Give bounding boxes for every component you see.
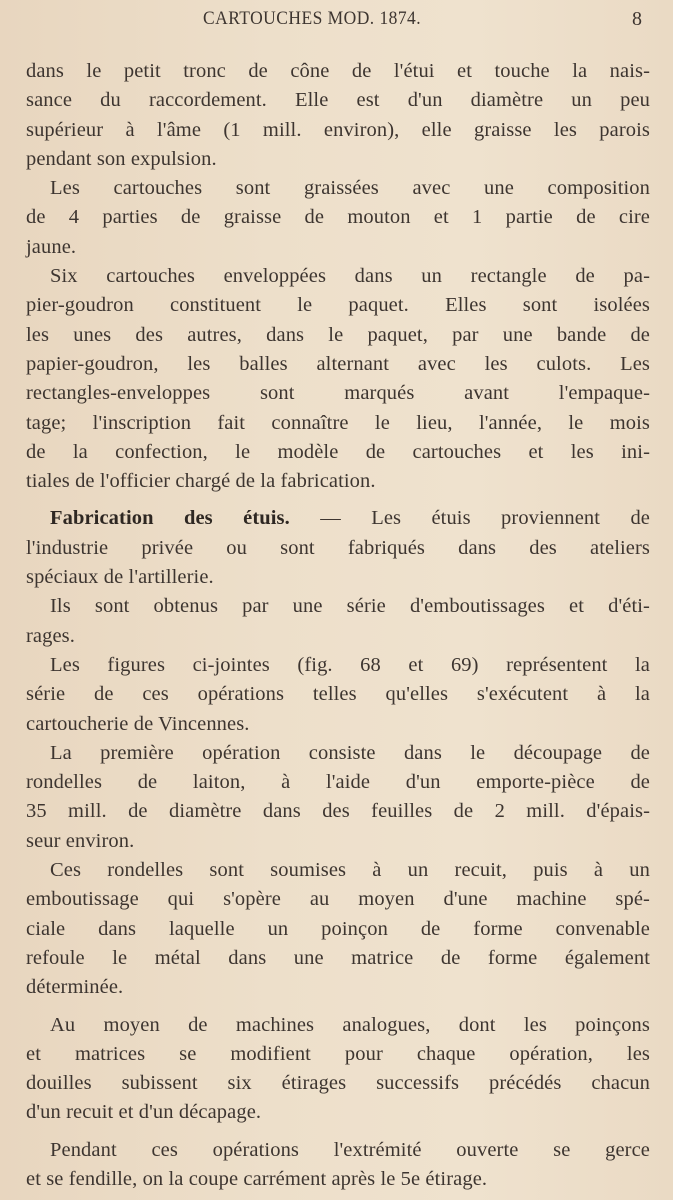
text-line: Ces rondelles sont soumises à un recuit, puis à un	[50, 859, 650, 882]
text-line: Les cartouches sont graissées avec une composition	[50, 177, 650, 200]
text-line: sance du raccordement. Elle est d'un diamètre un peu	[26, 89, 650, 112]
text-line: cartoucherie de Vincennes.	[26, 712, 250, 735]
text-line: La première opération consiste dans le découpage de	[50, 741, 650, 764]
text-line: rages.	[26, 624, 75, 647]
text-line: papier-goudron, les balles alternant avec les culots. Les	[26, 352, 650, 375]
text-line: ciale dans laquelle un poinçon de forme convenable	[26, 917, 650, 940]
text-line: spéciaux de l'artillerie.	[26, 566, 214, 589]
text-line: pendant son expulsion.	[26, 147, 217, 170]
text-line: Au moyen de machines analogues, dont les poinçons	[50, 1013, 650, 1036]
text-line: douilles subissent six étirages successifs précédés chacun	[26, 1072, 650, 1095]
section-heading: Fabrication des étuis.	[50, 507, 290, 530]
text-line: d'un recuit et d'un décapage.	[26, 1101, 262, 1124]
text-line: rectangles-enveloppes sont marqués avant l'empaque-	[26, 382, 650, 405]
paragraph	[26, 57, 650, 174]
text-line: rondelles de laiton, à l'aide d'un emporte-pièce de	[26, 771, 650, 794]
text-line: et matrices se modifient pour chaque opération, les	[26, 1042, 650, 1065]
text-line: tiales de l'officier chargé de la fabrication.	[26, 470, 376, 493]
paragraph	[26, 174, 650, 262]
text-line: seur environ.	[26, 829, 135, 852]
text-line: de 4 parties de graisse de mouton et 1 partie de cire	[26, 206, 650, 229]
text-line: supérieur à l'âme (1 mill. environ), elle graisse les parois	[26, 118, 650, 141]
paragraph	[26, 592, 650, 651]
text-line: Les figures ci-jointes (fig. 68 et 69) représentent la	[50, 653, 650, 676]
running-title: CARTOUCHES MOD. 1874.	[203, 8, 422, 29]
paragraph	[26, 856, 650, 1002]
text-line: et se fendille, on la coupe carrément après le 5e étirage.	[26, 1167, 488, 1190]
text-line: emboutissage qui s'opère au moyen d'une machine spé-	[26, 888, 650, 911]
text-line: Six cartouches enveloppées dans un rectangle de pa-	[50, 265, 650, 288]
text-span: — Les étuis proviennent de	[289, 507, 650, 530]
text-line: refoule le métal dans une matrice de forme également	[26, 946, 650, 969]
section-paragraph	[26, 504, 650, 592]
page-body	[26, 57, 650, 1194]
text-line: Pendant ces opérations l'extrémité ouverte se gerce	[50, 1138, 650, 1161]
paragraph	[26, 1136, 650, 1195]
text-line: déterminée.	[26, 976, 124, 999]
text-line: dans le petit tronc de cône de l'étui et touche la nais-	[26, 60, 650, 82]
text-line: l'industrie privée ou sont fabriqués dans des ateliers	[26, 536, 650, 559]
paragraph	[26, 651, 650, 739]
paragraph	[26, 262, 650, 496]
page-header	[0, 6, 673, 36]
text-line: Ils sont obtenus par une série d'emboutissages et d'éti-	[50, 595, 650, 618]
page-number: 8	[632, 8, 642, 30]
text-line: de la confection, le modèle de cartouches et les ini-	[26, 440, 650, 463]
paragraph	[26, 1011, 650, 1128]
paragraph	[26, 739, 650, 856]
text-line: jaune.	[26, 235, 77, 258]
text-line	[26, 504, 650, 533]
text-line: les unes des autres, dans le paquet, par une bande de	[26, 323, 650, 346]
text-line: série de ces opérations telles qu'elles s'exécutent à la	[26, 683, 650, 706]
text-line: tage; l'inscription fait connaître le lieu, l'année, le mois	[26, 411, 650, 434]
text-line: 35 mill. de diamètre dans des feuilles de 2 mill. d'épais-	[26, 800, 650, 823]
text-line: pier-goudron constituent le paquet. Elles sont isolées	[26, 294, 650, 317]
